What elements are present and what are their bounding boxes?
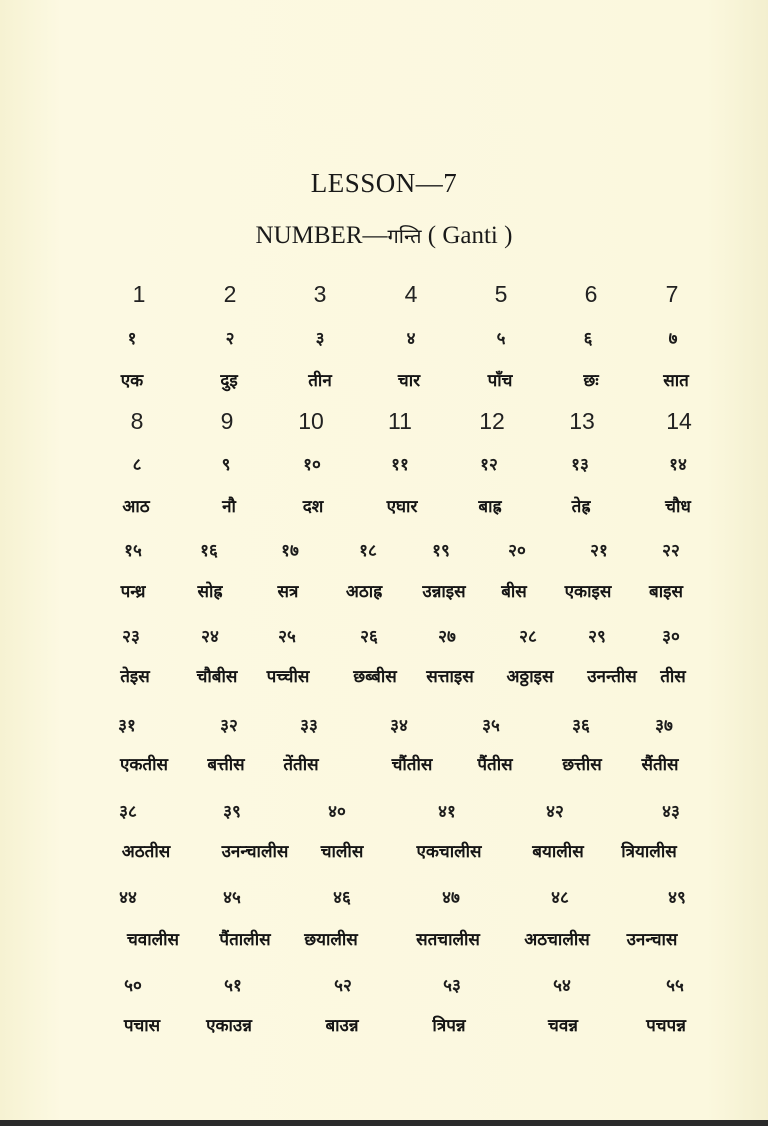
devanagari-numeral: ४९ xyxy=(668,888,686,908)
number-word: तेह्र xyxy=(571,497,591,517)
devanagari-numeral: ३० xyxy=(662,627,680,647)
number-word: चार xyxy=(397,371,421,391)
number-word: एघार xyxy=(386,497,418,517)
arabic-numeral: 1 xyxy=(132,281,146,307)
arabic-numeral: 5 xyxy=(494,281,508,307)
devanagari-numeral: ४ xyxy=(406,329,416,349)
block2-arabic-row xyxy=(0,408,768,448)
number-word: चवालीस xyxy=(126,930,180,950)
number-word: अठाह्र xyxy=(345,582,383,602)
arabic-numeral: 6 xyxy=(584,281,598,307)
block2-word-row xyxy=(0,494,768,534)
number-word: उनन्चास xyxy=(626,930,678,950)
number-word: अठ्ठाइस xyxy=(506,667,554,687)
number-word: बीस xyxy=(501,582,527,602)
devanagari-numeral: १९ xyxy=(432,541,450,561)
number-word: चालीस xyxy=(320,842,364,862)
devanagari-numeral: ४४ xyxy=(119,888,137,908)
devanagari-numeral: २४ xyxy=(201,627,219,647)
block6-devanagari-numeral-row xyxy=(0,799,768,839)
devanagari-numeral: १ xyxy=(127,329,137,349)
number-word: बाइस xyxy=(649,582,683,602)
number-word: दश xyxy=(302,497,324,517)
block3-word-row xyxy=(0,579,768,619)
number-word: उन्नाइस xyxy=(422,582,466,602)
devanagari-numeral: ८ xyxy=(132,455,142,475)
devanagari-numeral: २६ xyxy=(360,627,378,647)
block3-devanagari-numeral-row xyxy=(0,538,768,578)
devanagari-numeral: ३८ xyxy=(119,802,137,822)
devanagari-numeral: ३१ xyxy=(118,716,136,736)
devanagari-numeral: २ xyxy=(225,329,235,349)
number-word: छः xyxy=(583,371,599,391)
number-word: चौंतीस xyxy=(391,755,433,775)
devanagari-numeral: २७ xyxy=(438,627,456,647)
number-word: सैंतीस xyxy=(641,755,679,775)
arabic-numeral: 8 xyxy=(130,408,144,434)
number-word: पैंतीस xyxy=(477,755,513,775)
number-word: बाह्र xyxy=(478,497,502,517)
number-word: चवन्न xyxy=(548,1016,578,1036)
block2-devanagari-numeral-row xyxy=(0,452,768,492)
block5-devanagari-numeral-row xyxy=(0,713,768,753)
number-word: उनन्तीस xyxy=(587,667,637,687)
number-word: दुइ xyxy=(220,371,238,391)
arabic-numeral: 12 xyxy=(479,408,505,434)
devanagari-numeral: ४३ xyxy=(662,802,680,822)
devanagari-numeral: ४१ xyxy=(438,802,456,822)
devanagari-numeral: ३ xyxy=(315,329,325,349)
number-word: बयालीस xyxy=(532,842,584,862)
arabic-numeral: 2 xyxy=(223,281,237,307)
number-word: त्रिपन्न xyxy=(432,1016,466,1036)
number-word: छब्बीस xyxy=(353,667,397,687)
arabic-numeral: 4 xyxy=(404,281,418,307)
number-word: चौबीस xyxy=(196,667,238,687)
number-word: एकाइस xyxy=(564,582,612,602)
devanagari-numeral: ४५ xyxy=(223,888,241,908)
devanagari-numeral: २५ xyxy=(278,627,296,647)
arabic-numeral: 10 xyxy=(298,408,324,434)
arabic-numeral: 7 xyxy=(665,281,679,307)
number-word: चौध xyxy=(665,497,691,517)
devanagari-numeral: २९ xyxy=(588,627,606,647)
block4-word-row xyxy=(0,664,768,704)
devanagari-numeral: ४२ xyxy=(546,802,564,822)
number-word: तेंतीस xyxy=(283,755,319,775)
devanagari-numeral: १५ xyxy=(124,541,142,561)
devanagari-numeral: २० xyxy=(508,541,526,561)
devanagari-numeral: ४८ xyxy=(551,888,569,908)
block1-devanagari-numeral-row xyxy=(0,326,768,366)
block4-devanagari-numeral-row xyxy=(0,624,768,664)
devanagari-numeral: ११ xyxy=(391,455,409,475)
devanagari-numeral: ४० xyxy=(328,802,346,822)
devanagari-numeral: ९ xyxy=(221,455,231,475)
devanagari-numeral: १० xyxy=(303,455,321,475)
arabic-numeral: 3 xyxy=(313,281,327,307)
number-word: अठचालीस xyxy=(524,930,590,950)
number-word: सात xyxy=(663,371,689,391)
number-word: आठ xyxy=(122,497,150,517)
devanagari-numeral: १६ xyxy=(200,541,218,561)
devanagari-numeral: २१ xyxy=(590,541,608,561)
number-word: सत्र xyxy=(277,582,299,602)
devanagari-numeral: १२ xyxy=(480,455,498,475)
number-word: तेइस xyxy=(120,667,150,687)
devanagari-numeral: ५३ xyxy=(443,976,461,996)
number-word: तीन xyxy=(308,371,332,391)
number-word: पन्ध्र xyxy=(120,582,146,602)
devanagari-numeral: १७ xyxy=(281,541,299,561)
block6-word-row xyxy=(0,839,768,879)
block8-word-row xyxy=(0,1013,768,1053)
number-word: सोह्र xyxy=(197,582,223,602)
number-word: नौ xyxy=(222,497,236,517)
number-word: एक xyxy=(120,371,144,391)
devanagari-numeral: ६ xyxy=(583,329,593,349)
number-word: बत्तीस xyxy=(207,755,245,775)
number-word: उनन्चालीस xyxy=(221,842,289,862)
number-word: बाउन्न xyxy=(325,1016,359,1036)
devanagari-numeral: ५० xyxy=(124,976,142,996)
devanagari-numeral: ५ xyxy=(496,329,506,349)
number-word: सतचालीस xyxy=(416,930,480,950)
subtitle-devanagari: गन्ति xyxy=(387,224,422,248)
devanagari-numeral: ५१ xyxy=(224,976,242,996)
devanagari-numeral: ३२ xyxy=(220,716,238,736)
arabic-numeral: 14 xyxy=(666,408,692,434)
arabic-numeral: 11 xyxy=(388,408,412,434)
devanagari-numeral: ४७ xyxy=(442,888,460,908)
arabic-numeral: 13 xyxy=(569,408,595,434)
devanagari-numeral: ३३ xyxy=(300,716,318,736)
devanagari-numeral: २३ xyxy=(122,627,140,647)
subtitle-prefix: NUMBER— xyxy=(255,222,388,249)
devanagari-numeral: ५४ xyxy=(553,976,571,996)
number-word: त्रियालीस xyxy=(621,842,677,862)
devanagari-numeral: १४ xyxy=(669,455,687,475)
devanagari-numeral: ३७ xyxy=(655,716,673,736)
devanagari-numeral: ५२ xyxy=(334,976,352,996)
devanagari-numeral: २८ xyxy=(519,627,537,647)
number-word: पचपन्न xyxy=(646,1016,686,1036)
number-word: एकचालीस xyxy=(416,842,482,862)
number-word: एकतीस xyxy=(119,755,169,775)
number-word: सत्ताइस xyxy=(426,667,474,687)
number-word: अठतीस xyxy=(121,842,171,862)
devanagari-numeral: ५५ xyxy=(666,976,684,996)
block5-word-row xyxy=(0,752,768,792)
number-word: छयालीस xyxy=(304,930,358,950)
number-word: पचास xyxy=(123,1016,161,1036)
devanagari-numeral: ३६ xyxy=(572,716,590,736)
block8-devanagari-numeral-row xyxy=(0,973,768,1013)
block7-devanagari-numeral-row xyxy=(0,885,768,925)
block7-word-row xyxy=(0,927,768,967)
devanagari-numeral: १३ xyxy=(571,455,589,475)
arabic-numeral: 9 xyxy=(220,408,234,434)
block1-word-row xyxy=(0,368,768,408)
devanagari-numeral: ३९ xyxy=(223,802,241,822)
subtitle-suffix: ( Ganti ) xyxy=(421,222,513,249)
devanagari-numeral: ४६ xyxy=(333,888,351,908)
number-word: पच्चीस xyxy=(266,667,310,687)
devanagari-numeral: २२ xyxy=(662,541,680,561)
number-word: पाँच xyxy=(487,371,513,391)
devanagari-numeral: ३४ xyxy=(390,716,408,736)
number-word: तीस xyxy=(660,667,686,687)
number-word: छत्तीस xyxy=(562,755,602,775)
block1-arabic-row xyxy=(0,281,768,321)
page-bottom-edge xyxy=(0,1120,768,1126)
devanagari-numeral: ३५ xyxy=(482,716,500,736)
lesson-subtitle xyxy=(0,222,768,250)
devanagari-numeral: ७ xyxy=(668,329,678,349)
devanagari-numeral: १८ xyxy=(359,541,377,561)
number-word: एकाउन्न xyxy=(206,1016,252,1036)
number-word: पैंतालीस xyxy=(219,930,271,950)
lesson-title: LESSON—7 xyxy=(310,168,458,198)
